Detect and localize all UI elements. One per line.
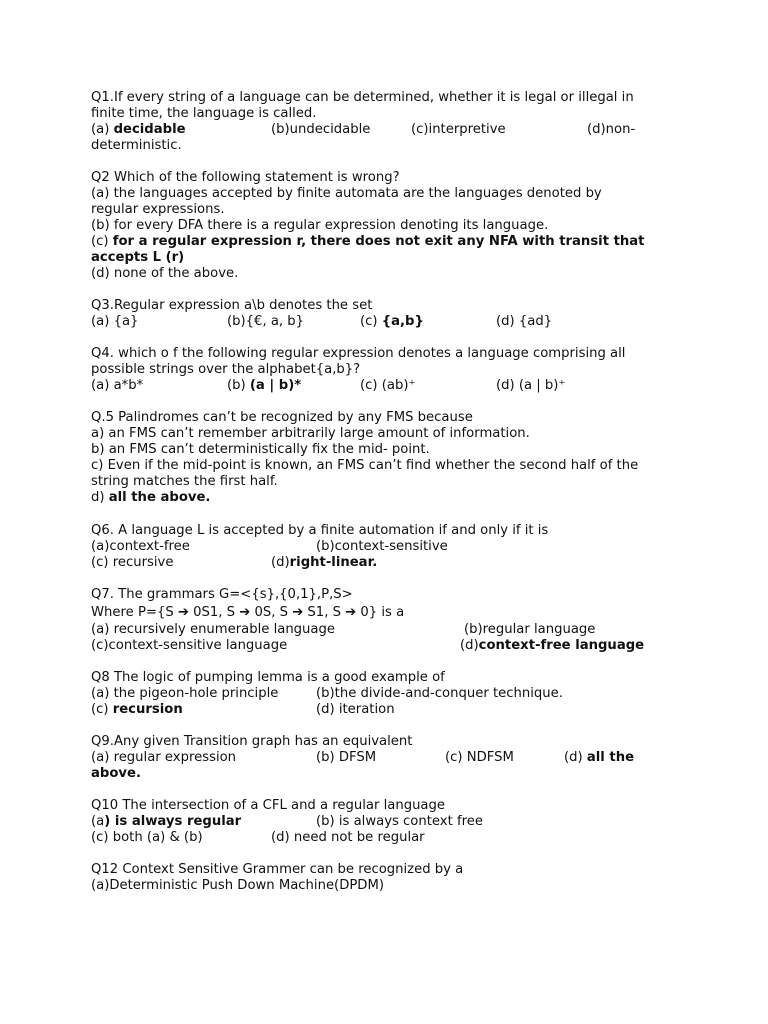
option-b: (b) is always context free: [316, 814, 483, 829]
option-d-continued: above.: [91, 766, 141, 781]
option-b: (b)undecidable: [271, 122, 371, 137]
option-a: (a) a*b*: [91, 378, 144, 393]
option-d-continued: deterministic.: [91, 138, 182, 153]
question-text: possible strings over the alphabet{a,b}?: [91, 362, 361, 377]
question-text: Q10 The intersection of a CFL and a regular language: [91, 798, 446, 813]
question-text: Q8 The logic of pumping lemma is a good example of: [91, 670, 445, 685]
option-c: (c) {a,b}: [360, 314, 424, 329]
question-text: Q.5 Palindromes can’t be recognized by any FMS because: [91, 410, 473, 425]
option-d: (d) {ad}: [496, 314, 553, 329]
question-text: Q1.If every string of a language can be determined, whether it is legal or illegal in: [91, 90, 634, 105]
answer-highlight: all the: [586, 750, 635, 765]
answer-highlight: context-free language: [478, 638, 645, 653]
option-b: (b) (a | b)*: [227, 378, 302, 393]
answer-highlight: {a,b}: [381, 314, 424, 329]
option-a: (a) regular expression: [91, 750, 237, 765]
option-c-continued: string matches the first half.: [91, 474, 278, 489]
option-c: (c)context-sensitive language: [91, 638, 288, 653]
option-a: (a) the pigeon-hole principle: [91, 686, 279, 701]
option-a-continued: regular expressions.: [91, 202, 225, 217]
option-c: (c) for a regular expression r, there does not exit any NFA with transit that: [91, 234, 645, 249]
answer-highlight: (a | b)*: [249, 378, 302, 393]
option-d: d) all the above.: [91, 490, 211, 505]
option-b: (b)the divide-and-conquer technique.: [316, 686, 563, 701]
answer-highlight: ) is always regular: [104, 814, 242, 829]
option-b: (b){€, a, b}: [227, 314, 305, 329]
option-a: (a) {a}: [91, 314, 139, 329]
option-a: (a)Deterministic Push Down Machine(DPDM): [91, 878, 384, 893]
option-c: (c)interpretive: [411, 122, 506, 137]
option-b: (b) for every DFA there is a regular expression denoting its language.: [91, 218, 549, 233]
option-d: (d) iteration: [316, 702, 395, 717]
question-text: finite time, the language is called.: [91, 106, 317, 121]
question-text: Q4. which o f the following regular expression denotes a language comprising all: [91, 346, 626, 361]
answer-highlight: right-linear.: [289, 555, 378, 570]
option-a: (a) is always regular: [91, 814, 242, 829]
option-d: (d)right-linear.: [271, 555, 378, 570]
option-d: (d) none of the above.: [91, 266, 239, 281]
answer-highlight: for a regular expression r, there does not exit any NFA with transit that: [112, 234, 645, 249]
question-text: Q3.Regular expression a\b denotes the set: [91, 298, 373, 313]
answer-highlight: recursion: [112, 702, 183, 717]
option-d: (d) (a | b)⁺: [496, 378, 566, 393]
answer-highlight: decidable: [113, 122, 186, 137]
question-text: Q12 Context Sensitive Grammer can be recognized by a: [91, 862, 464, 877]
option-a: (a) the languages accepted by finite automata are the languages denoted by: [91, 186, 602, 201]
option-c: (c) recursion: [91, 702, 183, 717]
option-a: (a) decidable: [91, 122, 186, 137]
option-d: (d)context-free language: [460, 638, 645, 653]
option-c-continued: accepts L (r): [91, 250, 185, 265]
option-c: (c) NDFSM: [445, 750, 514, 765]
option-c: c) Even if the mid-point is known, an FMS can’t find whether the second half of the: [91, 458, 639, 473]
option-c: (c) (ab)⁺: [360, 378, 416, 393]
option-c: (c) recursive: [91, 555, 174, 570]
option-d: (d) need not be regular: [271, 830, 425, 845]
option-c: (c) both (a) & (b): [91, 830, 203, 845]
question-text: Where P={S ➔ 0S1, S ➔ 0S, S ➔ S1, S ➔ 0} is a: [91, 605, 405, 620]
option-d: (d) all the: [564, 750, 635, 765]
question-text: Q2 Which of the following statement is wrong?: [91, 170, 400, 185]
option-a: (a)context-free: [91, 539, 190, 554]
option-b: (b) DFSM: [316, 750, 377, 765]
answer-highlight: all the above.: [108, 490, 211, 505]
question-text: Q9.Any given Transition graph has an equivalent: [91, 734, 413, 749]
question-text: Q6. A language L is accepted by a finite automation if and only if it is: [91, 523, 549, 538]
option-b: (b)context-sensitive: [316, 539, 448, 554]
question-text: Q7. The grammars G=<{s},{0,1},P,S>: [91, 587, 353, 602]
option-a: a) an FMS can’t remember arbitrarily large amount of information.: [91, 426, 530, 441]
option-b: b) an FMS can’t deterministically fix the mid- point.: [91, 442, 430, 457]
option-d: (d)non-: [587, 122, 636, 137]
option-a: (a) recursively enumerable language: [91, 622, 335, 637]
option-b: (b)regular language: [464, 622, 596, 637]
